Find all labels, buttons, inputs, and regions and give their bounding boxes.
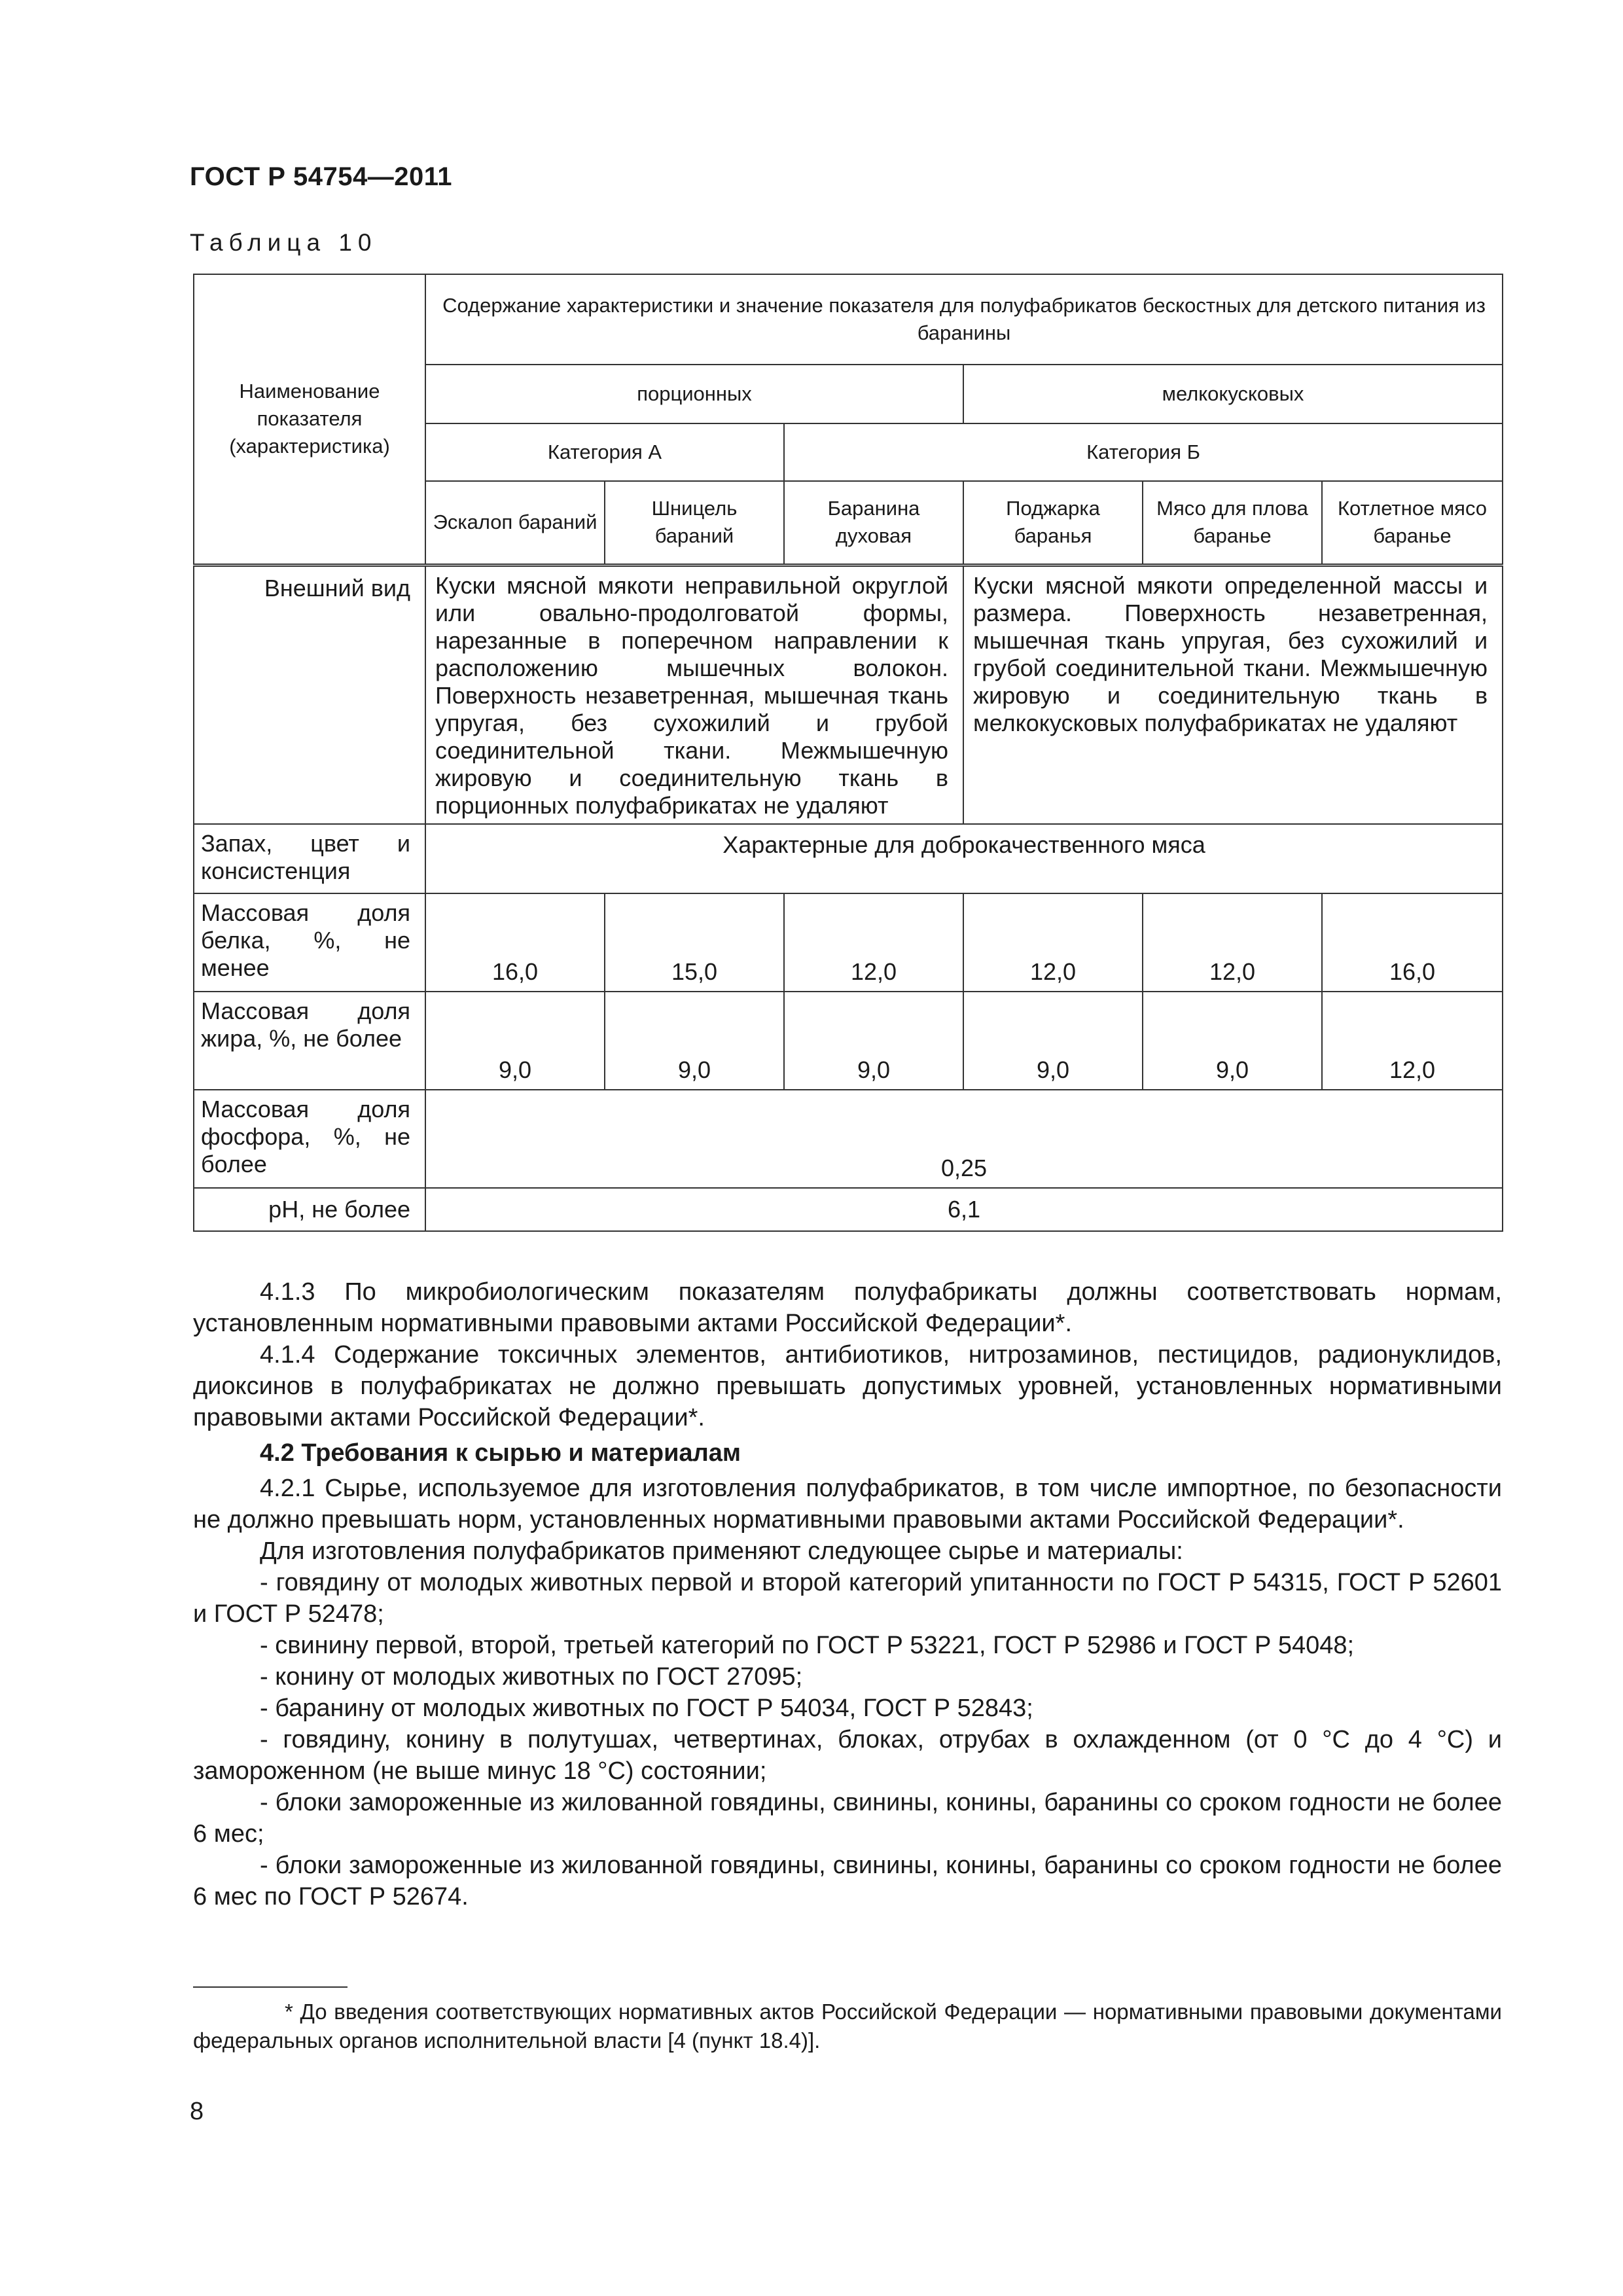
list-item: - говядину от молодых животных первой и второй категорий упитанности по ГОСТ Р 54315, ГОСТ Р 52601 и ГОСТ Р 52478; <box>193 1569 1502 1628</box>
list-item: - блоки замороженные из жилованной говядины, свинины, конины, баранины со сроком годности не более 6 мес по ГОСТ Р 52674. <box>193 1852 1502 1910</box>
table-cell: 16,0 <box>1322 893 1503 992</box>
column-header: Эскалоп бараний <box>425 481 605 565</box>
table-row <box>194 1188 1503 1231</box>
section-heading: 4.2 Требования к сырью и материалам <box>260 1439 741 1467</box>
table-cell: 12,0 <box>963 893 1143 992</box>
column-header: Баранина духовая <box>784 481 963 565</box>
table-cell: 9,0 <box>425 992 605 1090</box>
column-header: Мясо для плова баранье <box>1143 481 1322 565</box>
table-cell: Характерные для доброкачественного мяса <box>425 824 1503 893</box>
body-text <box>193 1276 1502 1912</box>
table-cell: 15,0 <box>605 893 784 992</box>
row-name-header: Наименование показателя (характеристика) <box>194 274 425 565</box>
row-label: Запах, цвет и консистенция <box>194 824 425 893</box>
row-label: Массовая доля жира, %, не более <box>194 992 425 1090</box>
category-b-header: Категория Б <box>784 423 1503 481</box>
table-cell: 6,1 <box>425 1188 1503 1231</box>
table-cell: 9,0 <box>784 992 963 1090</box>
portion-header: порционных <box>425 365 963 423</box>
table-row <box>194 824 1503 893</box>
list-item: - блоки замороженные из жилованной говядины, свинины, конины, баранины со сроком годности не более 6 мес; <box>193 1789 1502 1848</box>
row-label: Массовая доля фосфора, %, не более <box>194 1090 425 1188</box>
list-item: - свинину первой, второй, третьей категорий по ГОСТ Р 53221, ГОСТ Р 52986 и ГОСТ Р 54048; <box>260 1632 1355 1659</box>
document-header: ГОСТ Р 54754—2011 <box>190 162 452 191</box>
paragraph-4-1-4: 4.1.4 Содержание токсичных элементов, антибиотиков, нитрозаминов, пестицидов, радионуклидов, диоксинов в полуфабрикатах не должно превышать допустимых уровней, установленных нормативными правовыми актами Российской Федерации*. <box>193 1341 1502 1431</box>
table-cell: 16,0 <box>425 893 605 992</box>
table-caption: Таблица 10 <box>190 229 378 256</box>
table-cell: 9,0 <box>605 992 784 1090</box>
paragraph-4-1-3: 4.1.3 По микробиологическим показателям полуфабрикаты должны соответствовать нормам, установленным нормативными правовыми актами Российской Федерации*. <box>193 1278 1502 1337</box>
requirements-table <box>193 274 1503 1232</box>
list-item: - баранину от молодых животных по ГОСТ Р 54034, ГОСТ Р 52843; <box>260 1695 1033 1722</box>
footnote: * До введения соответствующих нормативных актов Российской Федерации — нормативными правовыми документами федеральных органов исполнительной власти [4 (пункт 18.4)]. <box>193 2000 1502 2053</box>
table-cell: 9,0 <box>963 992 1143 1090</box>
list-item: - конину от молодых животных по ГОСТ 27095; <box>260 1663 803 1691</box>
table-row <box>194 992 1503 1090</box>
page-number: 8 <box>190 2098 204 2125</box>
row-label: Внешний вид <box>194 565 425 824</box>
appearance-small-cell: Куски мясной мякоти определенной массы и размера. Поверхность незаветренная, мышечная ткань упругая, без сухожилий и грубой соединительной ткани. Межмышечную жировую и соединительную ткань в мелкокусковых полуфабрикатах не удаляют <box>963 565 1503 824</box>
small-pieces-header: мелкокусковых <box>963 365 1503 423</box>
table-row <box>194 1090 1503 1188</box>
table-row <box>194 565 1503 824</box>
table-cell: 12,0 <box>1143 893 1322 992</box>
table-cell: 12,0 <box>1322 992 1503 1090</box>
footnote-divider <box>193 1986 348 1988</box>
table-cell: 9,0 <box>1143 992 1322 1090</box>
appearance-portion-cell: Куски мясной мякоти неправильной округлой или овально-продолговатой формы, нарезанные в поперечном направлении к расположению мышечных волокон. Поверхность незаветренная, мышечная ткань упругая, без сухожилий и грубой соединительной ткани. Межмышечную жировую и соединительную ткань в порционных полуфабрикатах не удаляют <box>425 565 963 824</box>
column-header: Котлетное мясо баранье <box>1322 481 1503 565</box>
row-label: Массовая доля белка, %, не менее <box>194 893 425 992</box>
column-header: Поджарка баранья <box>963 481 1143 565</box>
column-header: Шницель бараний <box>605 481 784 565</box>
group-header: Содержание характеристики и значение показателя для полуфабрикатов бескостных для детского питания из баранины <box>425 274 1503 365</box>
table-cell: 12,0 <box>784 893 963 992</box>
list-item: - говядину, конину в полутушах, четвертинах, блоках, отрубах в охлажденном (от 0 °С до 4 °С) и замороженном (не выше минус 18 °С) состоянии; <box>193 1726 1502 1785</box>
paragraph-intro: Для изготовления полуфабрикатов применяют следующее сырье и материалы: <box>260 1537 1183 1565</box>
table-cell: 0,25 <box>425 1090 1503 1188</box>
row-label: pH, не более <box>194 1188 425 1231</box>
category-a-header: Категория А <box>425 423 784 481</box>
table-row <box>194 893 1503 992</box>
paragraph-4-2-1: 4.2.1 Сырье, используемое для изготовления полуфабрикатов, в том числе импортное, по безопасности не должно превышать норм, установленных нормативными правовыми актами Российской Федерации*. <box>193 1475 1502 1534</box>
